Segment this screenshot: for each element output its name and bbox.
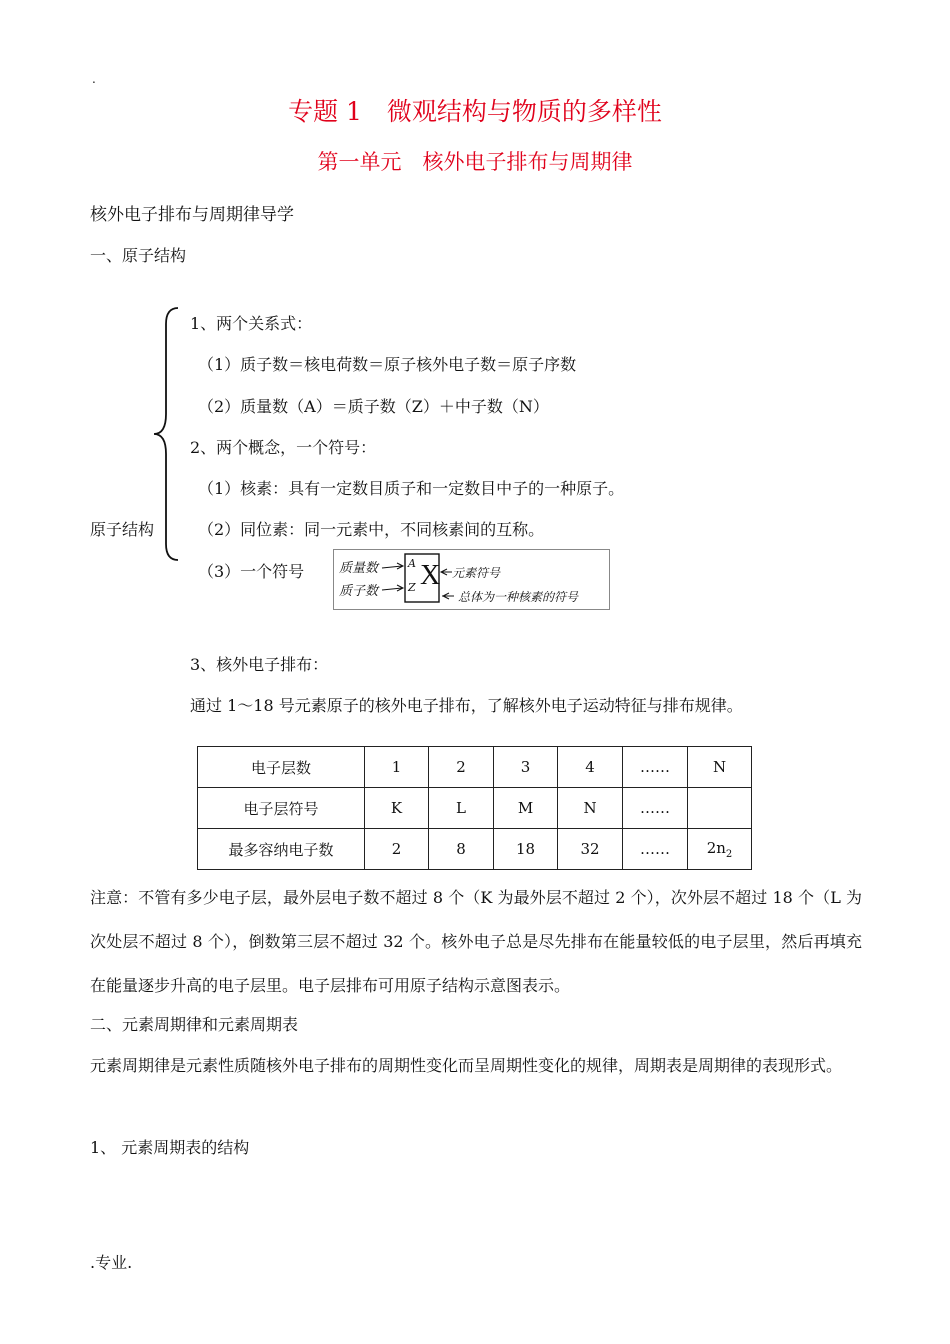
concept-2: （2）同位素：同一元素中，不同核素间的互称。 [198,520,545,539]
table-cell: 18 [494,829,558,870]
relation-2: （2）质量数（A）＝质子数（Z）＋中子数（N） [198,397,549,416]
nuclide-symbol-diagram [333,549,610,610]
table-row [198,788,752,829]
table-row [198,829,752,870]
table-cell: 最多容纳电子数 [198,829,365,870]
table-cell: N [688,747,752,788]
formula-subscript: 2 [725,848,733,860]
table-row [198,747,752,788]
table-cell: 电子层数 [198,747,365,788]
symbol-x: X [420,560,441,591]
page-title: 专题 1 微观结构与物质的多样性 [288,97,662,126]
table-cell: N [558,788,623,829]
curly-brace [150,306,180,562]
element-symbol-label: 元素符号 [452,566,501,580]
note-paragraph: 注意：不管有多少电子层，最外层电子数不超过 8 个（K 为最外层不超过 2 个），次外层不超过 18 个（L 为次处层不超过 8 个），倒数第三层不超过 32 个。核外电子总是尽先排布在能量较低的电子层里，然后再填充在能量逐步升高的电子层里。电子层排布可用原子结构示意图表示。 [90,888,862,995]
proton-number-label: 质子数 [339,584,379,599]
page-mark: . [92,72,96,86]
formula-base: 2n [706,838,726,857]
symbol-z: Z [408,581,416,594]
concept-heading: 2、两个概念，一个符号： [190,438,377,457]
relation-1: （1）质子数＝核电荷数＝原子核外电子数＝原子序数 [198,355,577,374]
unit-title: 第一单元 核外电子排布与周期律 [317,150,633,174]
symbol-a: A [408,557,416,570]
nuclide-symbol-label: 总体为一种核素的符号 [458,590,579,604]
guide-title: 核外电子排布与周期律导学 [90,205,294,225]
table-cell: L [429,788,494,829]
mass-number-label: 质量数 [339,561,379,576]
table-cell-formula [688,829,752,870]
table-cell: 1 [365,747,429,788]
section-3-text: 通过 1～18 号元素原子的核外电子排布，了解核外电子运动特征与排布规律。 [190,696,743,715]
table-cell: K [365,788,429,829]
table-cell: 2 [365,829,429,870]
table-cell: 电子层符号 [198,788,365,829]
table-cell: 32 [558,829,623,870]
brace-label: 原子结构 [90,520,155,539]
relation-heading: 1、两个关系式： [190,314,313,333]
table-cell: 4 [558,747,623,788]
subsection-heading: 1、 元素周期表的结构 [90,1138,250,1157]
table-cell: …… [623,747,688,788]
section-3-heading: 3、核外电子排布： [190,655,329,674]
section-heading-1: 一、原子结构 [90,246,187,265]
electron-shell-table [197,746,752,870]
section-2-paragraph: 元素周期律是元素性质随核外电子排布的周期性变化而呈周期性变化的规律，周期表是周期律的表现形式。 [90,1056,843,1075]
concept-3: （3）一个符号 [198,562,305,581]
section-heading-2: 二、元素周期律和元素周期表 [90,1015,299,1034]
table-cell: …… [623,788,688,829]
table-cell: 3 [494,747,558,788]
table-cell: M [494,788,558,829]
table-cell: …… [623,829,688,870]
page-footer: .专业. [90,1253,133,1272]
table-cell: 2 [429,747,494,788]
table-cell: 8 [429,829,494,870]
concept-1: （1）核素：具有一定数目质子和一定数目中子的一种原子。 [198,479,625,498]
table-cell [688,788,752,829]
